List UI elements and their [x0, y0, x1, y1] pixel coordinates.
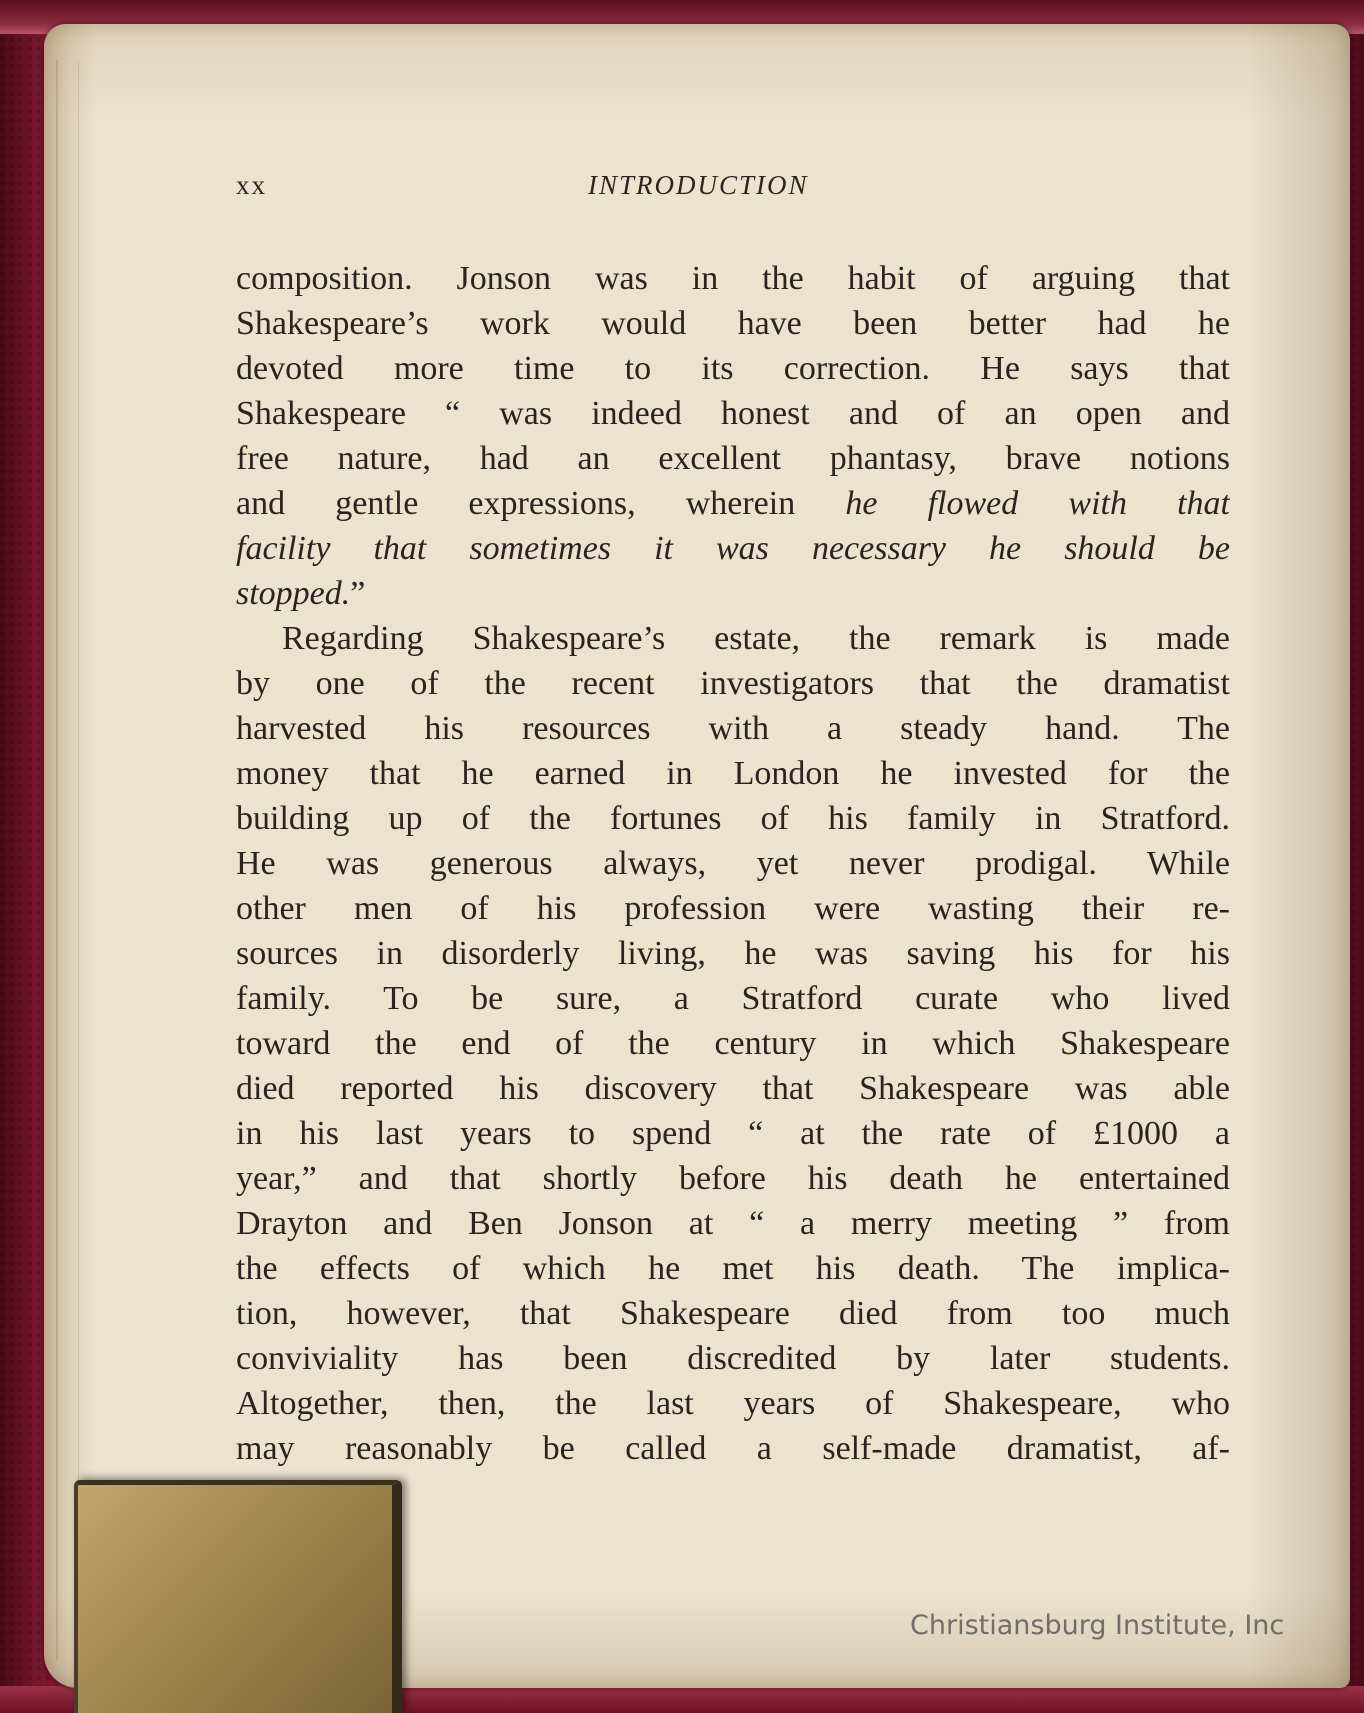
- text-line: may reasonably be called a self-made dramatist, af-: [236, 1430, 1230, 1467]
- section-title: INTRODUCTION: [588, 170, 809, 200]
- body-text: [236, 256, 1230, 1471]
- text-line: harvested his resources with a steady hand. The: [236, 710, 1230, 747]
- text-line: family. To be sure, a Stratford curate who lived: [236, 980, 1230, 1017]
- text-line: [236, 481, 1230, 526]
- text-line: [236, 571, 1230, 616]
- text-segment: and gentle expressions, wherein: [236, 485, 796, 522]
- quote-italic: he flowed with that: [845, 485, 1230, 522]
- text-line: Shakespeare “ was indeed honest and of an open and: [236, 395, 1230, 432]
- text-line: free nature, had an excellent phantasy, brave notions: [236, 440, 1230, 477]
- text-line: by one of the recent investigators that the dramatist: [236, 665, 1230, 702]
- text-line: money that he earned in London he invested for the: [236, 755, 1230, 792]
- text-line: composition. Jonson was in the habit of arguing that: [236, 260, 1230, 297]
- text-line: Shakespeare’s work would have been better had he: [236, 305, 1230, 342]
- text-line: building up of the fortunes of his family in Stratford.: [236, 800, 1230, 837]
- text-line: He was generous always, yet never prodigal. While: [236, 845, 1230, 882]
- page-number: xx: [236, 170, 267, 200]
- text-line: conviviality has been discredited by later students.: [236, 1340, 1230, 1377]
- text-line: tion, however, that Shakespeare died from too much: [236, 1295, 1230, 1332]
- quote-italic-line: facility that sometimes it was necessary he should be: [236, 530, 1230, 567]
- text-line: toward the end of the century in which Shakespeare: [236, 1025, 1230, 1062]
- text-line: sources in disorderly living, he was saving his for his: [236, 935, 1230, 972]
- text-line: devoted more time to its correction. He says that: [236, 350, 1230, 387]
- page-edge: [56, 60, 79, 1660]
- text-line: the effects of which he met his death. The implica-: [236, 1250, 1230, 1287]
- text-line: Drayton and Ben Jonson at “ a merry meeting ” from: [236, 1205, 1230, 1242]
- running-head: [236, 170, 1236, 210]
- text-line: other men of his profession were wasting their re-: [236, 890, 1230, 927]
- text-line: Altogether, then, the last years of Shakespeare, who: [236, 1385, 1230, 1422]
- brass-bookmark: [74, 1480, 402, 1713]
- text-line: in his last years to spend “ at the rate of £1000 a: [236, 1115, 1230, 1152]
- quote-italic: stopped.: [236, 575, 351, 612]
- text-line: Regarding Shakespeare’s estate, the remark is made: [282, 620, 1230, 657]
- text-line: died reported his discovery that Shakespeare was able: [236, 1070, 1230, 1107]
- close-quote: ”: [350, 575, 366, 612]
- watermark: Christiansburg Institute, Inc: [910, 1610, 1285, 1641]
- text-line: year,” and that shortly before his death he entertained: [236, 1160, 1230, 1197]
